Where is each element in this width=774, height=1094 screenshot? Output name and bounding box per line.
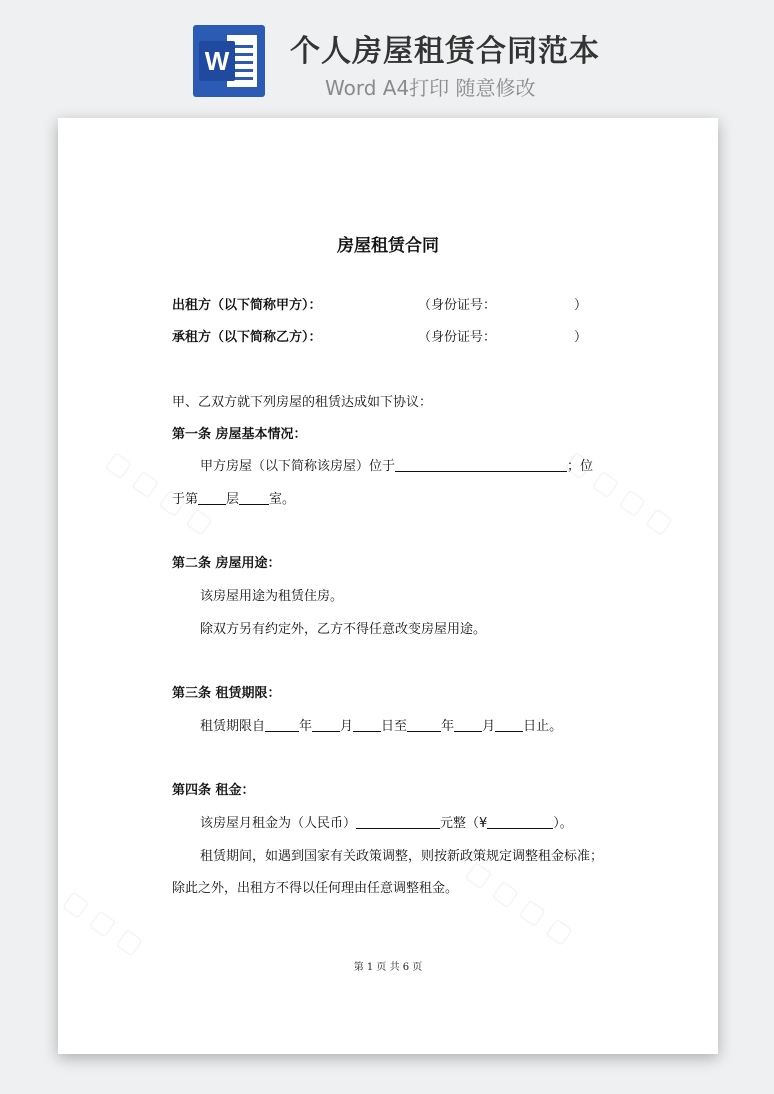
lessee-id-label: （身份证号： — [418, 330, 497, 345]
article-1-line-1: 甲方房屋（以下简称该房屋）位于 ；位 — [200, 459, 594, 474]
article-1-line-2: 于第 层 室。 — [172, 492, 296, 507]
lessee-id-close: ） — [574, 330, 588, 345]
page-footer: 第 1 页 共 6 页 — [353, 962, 423, 973]
article-2-line-2: 除双方另有约定外，乙方不得任意改变房屋用途。 — [200, 622, 487, 637]
intro-paragraph: 甲、乙双方就下列房屋的租赁达成如下协议： — [172, 395, 433, 410]
article-4-line-1: 该房屋月租金为（人民币） 元整（¥ ）。 — [200, 816, 573, 831]
document-page — [58, 118, 718, 1054]
word-icon — [193, 25, 265, 97]
article-4-heading: 第四条 租金： — [172, 783, 255, 798]
watermark — [58, 885, 149, 961]
lessor-label: 出租方（以下简称甲方）： — [172, 298, 322, 313]
article-4-line-2: 租赁期间，如遇到国家有关政策调整，则按新政策规定调整租金标准； — [200, 849, 604, 864]
article-3-heading: 第三条 租赁期限： — [172, 686, 281, 701]
lessor-id-label: （身份证号： — [418, 298, 497, 313]
blank-rent-amount — [487, 816, 553, 829]
blank-address — [395, 459, 567, 472]
logo-letter: W — [204, 46, 230, 76]
watermark — [461, 855, 579, 950]
banner-subtitle: Word A4打印 随意修改 — [325, 76, 536, 100]
blank-rent-words — [356, 816, 440, 829]
banner-title: 个人房屋租赁合同范本 — [290, 34, 600, 69]
document-title: 房屋租赁合同 — [337, 236, 439, 256]
blank-room — [239, 492, 269, 505]
article-3-line-1: 租赁期限自 年 月 日至 年 月 日止。 — [200, 719, 563, 734]
lessee-label: 承租方（以下简称乙方）： — [172, 330, 322, 345]
banner — [0, 0, 774, 110]
article-1-heading: 第一条 房屋基本情况： — [172, 427, 307, 442]
article-4-line-3: 除此之外，出租方不得以任何理由任意调整租金。 — [172, 881, 459, 896]
blank-floor — [198, 492, 226, 505]
article-2-line-1: 该房屋用途为租赁住房。 — [200, 589, 344, 604]
lessor-id-close: ） — [574, 298, 588, 313]
article-2-heading: 第二条 房屋用途： — [172, 556, 281, 571]
